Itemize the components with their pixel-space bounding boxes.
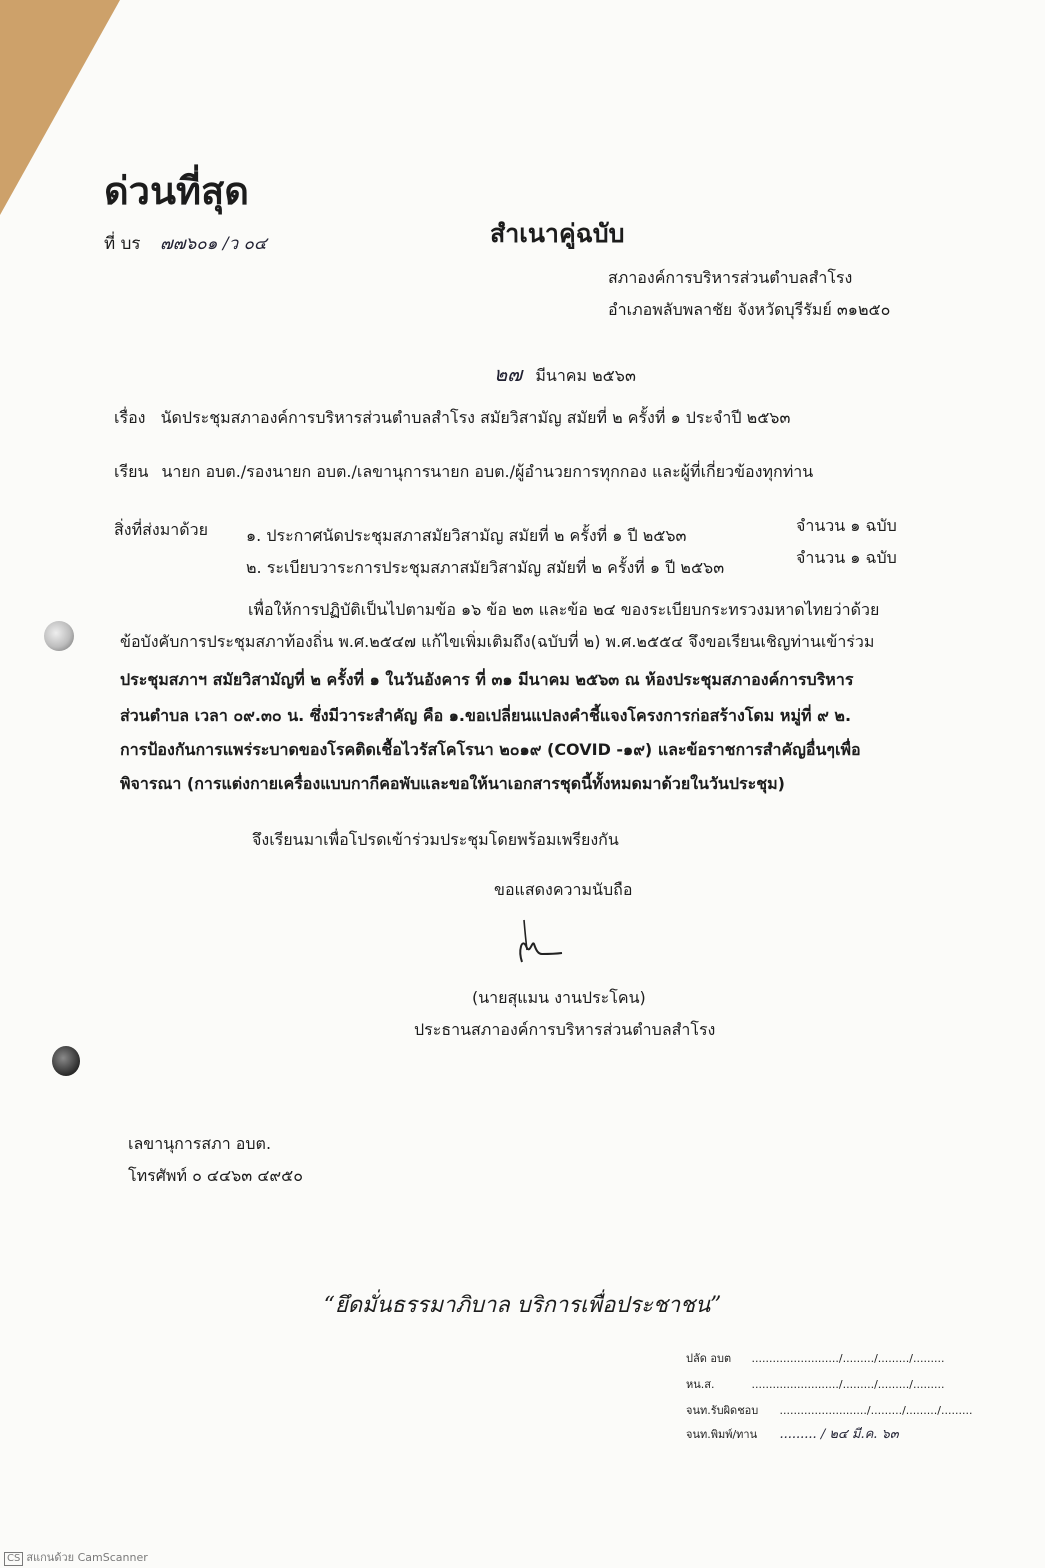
routing-line-2: ........................./........./........./.........: [751, 1378, 945, 1391]
punch-hole-top: [44, 621, 74, 651]
body-line-3: ประชุมสภาฯ สมัยวิสามัญที่ ๒ ครั้งที่ ๑ ในวันอังคาร ที่ ๓๑ มีนาคม ๒๕๖๓ ณ ห้องประชุมสภาองค์การบริหาร: [120, 670, 854, 689]
enclosure-qty-1: จำนวน ๑ ฉบับ: [796, 516, 897, 535]
body-line-6: พิจารณา (การแต่งกายเครื่องแบบกากีคอพับและขอให้นาเอกสารชุดนี้ทั้งหมดมาด้วยในวันประชุม): [120, 774, 785, 793]
signatory-position: ประธานสภาองค์การบริหารส่วนตำบลสำโรง: [414, 1020, 716, 1039]
recipient-text: นายก อบต./รองนายก อบต./เลขานุการนายก อบต./ผู้อำนวยการทุกกอง และผู้ที่เกี่ยวข้องทุกท่าน: [161, 462, 814, 481]
enclosures-label: สิ่งที่ส่งมาด้วย: [114, 520, 208, 539]
document-number-prefix: ที่ บร: [104, 234, 141, 254]
motto: “ยึดมั่นธรรมาภิบาล บริการเพื่อประชาชน”: [323, 1293, 722, 1318]
signatory-name: (นายสุแมน งานประโคน): [472, 988, 646, 1007]
document-number: [104, 234, 267, 254]
subject-text: นัดประชุมสภาองค์การบริหารส่วนตำบลสำโรง สมัยวิสามัญ สมัยที่ ๒ ครั้งที่ ๑ ประจำปี ๒๕๖๓: [160, 408, 791, 427]
contact-phone: โทรศัพท์ ๐ ๔๔๖๓ ๔๙๕๐: [128, 1166, 304, 1185]
routing-line-4: ......... / ๒๔ มี.ค. ๖๓: [779, 1427, 899, 1442]
routing-label-4: จนท.พิมพ์/ทาน: [686, 1428, 758, 1441]
org-line-2: อำเภอพลับพลาชัย จังหวัดบุรีรัมย์ ๓๑๒๕๐: [608, 300, 891, 319]
routing-row-2: [686, 1378, 944, 1392]
routing-line-1: ........................./........./........./.........: [751, 1352, 945, 1365]
signature-mark: [512, 910, 572, 970]
body-line-2: ข้อบังคับการประชุมสภาท้องถิ่น พ.ศ.๒๕๔๗ แก้ไขเพิ่มเติมถึง(ฉบับที่ ๒) พ.ศ.๒๕๕๔ จึงขอเรียนเชิญท่านเข้าร่วม: [120, 632, 875, 651]
subject-line: [114, 408, 790, 428]
org-line-1: สภาองค์การบริหารส่วนตำบลสำโรง: [608, 268, 853, 287]
body-line-4: ส่วนตำบล เวลา ๐๙.๓๐ น. ซึ่งมีวาระสำคัญ คือ ๑.ขอเปลี่ยนแปลงคำชี้แจงโครงการก่อสร้างโดม หมู่ที่ ๙ ๒.: [120, 706, 852, 725]
routing-label-1: ปลัด อบต: [686, 1352, 732, 1365]
routing-label-3: จนท.รับผิดชอบ: [686, 1404, 759, 1417]
enclosure-item-1: ๑. ประกาศนัดประชุมสภาสมัยวิสามัญ สมัยที่ ๒ ครั้งที่ ๑ ปี ๒๕๖๓: [246, 526, 687, 545]
routing-row-1: [686, 1352, 944, 1366]
date-month-year: มีนาคม ๒๕๖๓: [535, 366, 636, 385]
routing-line-3: ........................./........./........./.........: [779, 1404, 973, 1417]
urgency-label: ด่วนที่สุด: [104, 169, 249, 213]
desk-corner: [0, 0, 120, 215]
copy-stamp: สำเนาคู่ฉบับ: [490, 219, 625, 248]
body-line-1: เพื่อให้การปฏิบัติเป็นไปตามข้อ ๑๖ ข้อ ๒๓ และข้อ ๒๔ ของระเบียบกระทรวงมหาดไทยว่าด้วย: [248, 600, 880, 619]
punch-hole-bottom: [52, 1046, 80, 1076]
contact-office: เลขานุการสภา อบต.: [128, 1134, 272, 1153]
enclosure-item-2: ๒. ระเบียบวาระการประชุมสภาสมัยวิสามัญ สมัยที่ ๒ ครั้งที่ ๑ ปี ๒๕๖๓: [246, 558, 725, 577]
recipient-label: เรียน: [114, 462, 149, 481]
body-line-5: การป้องกันการแพร่ระบาดของโรคติดเชื้อไวรัสโคโรนา ๒๐๑๙ (COVID -๑๙) และข้อราชการสำคัญอื่นๆเพื่อ: [120, 740, 861, 759]
routing-row-3: [686, 1404, 972, 1418]
routing-label-2: หน.ส.: [686, 1378, 715, 1391]
scanner-badge: CS: [4, 1552, 23, 1566]
scanner-watermark: [4, 1548, 148, 1568]
closing-line: จึงเรียนมาเพื่อโปรดเข้าร่วมประชุมโดยพร้อมเพรียงกัน: [252, 830, 619, 849]
subject-label: เรื่อง: [114, 408, 146, 427]
document-date: [494, 364, 636, 386]
enclosure-qty-2: จำนวน ๑ ฉบับ: [796, 548, 897, 567]
scanner-text: สแกนด้วย CamScanner: [26, 1551, 148, 1564]
routing-row-4: [686, 1428, 899, 1442]
document-number-handwritten: ๗๗๖๐๑ /ว ๐๔: [159, 234, 267, 254]
salutation: ขอแสดงความนับถือ: [494, 880, 633, 899]
recipient-line: [114, 462, 813, 482]
date-day-handwritten: ๒๗: [494, 362, 523, 386]
